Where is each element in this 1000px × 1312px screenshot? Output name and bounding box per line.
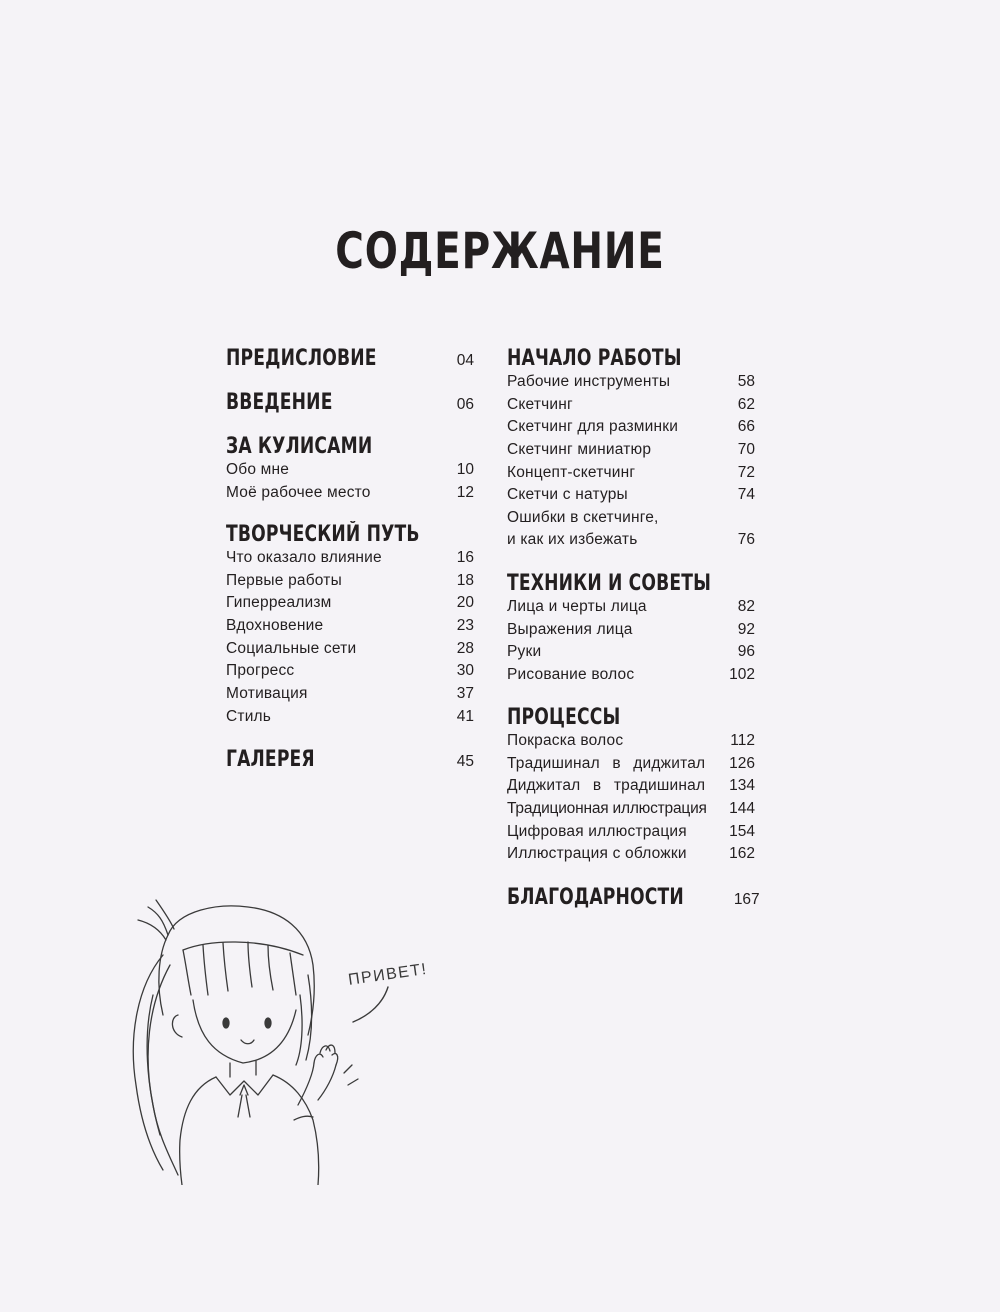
toc-entry[interactable] (226, 459, 474, 482)
entry-label: Ошибки в скетчинге, (507, 508, 659, 526)
toc-section (226, 390, 474, 434)
page-number: 162 (729, 845, 755, 863)
entry-label: Покраска волос (507, 732, 624, 749)
toc-entry[interactable] (226, 683, 474, 706)
entry-label: Обо мне (226, 461, 290, 478)
toc-entry[interactable] (507, 664, 755, 687)
entry-label: Скетчинг для разминки (507, 418, 679, 436)
toc-entry[interactable] (507, 507, 755, 552)
entry-label: Выражения лица (507, 620, 633, 638)
entry-label: Мотивация (226, 685, 308, 703)
toc-left-column (226, 346, 474, 772)
page-number: 72 (737, 463, 755, 481)
entry-label: Скетчинг (507, 395, 573, 413)
toc-section (226, 747, 474, 772)
toc-entry[interactable] (226, 592, 474, 615)
page-number: 58 (737, 373, 755, 390)
page-number: 10 (456, 461, 474, 478)
page-number: 18 (456, 571, 474, 589)
entry-label: Рабочие инструменты (507, 373, 671, 390)
page-number: 76 (737, 531, 755, 549)
page-number: 154 (729, 822, 755, 840)
toc-entry[interactable] (507, 641, 755, 664)
entry-label: Концепт-скетчинг (507, 463, 636, 481)
toc-entry[interactable] (507, 394, 755, 417)
toc-entry[interactable] (507, 730, 755, 753)
toc-section (226, 522, 474, 747)
toc-section (507, 705, 755, 885)
entry-label: Социальные сети (226, 639, 357, 657)
toc-entry[interactable] (226, 615, 474, 638)
toc-entry[interactable] (507, 843, 755, 866)
toc-entry[interactable] (226, 638, 474, 661)
page-number: 112 (730, 732, 755, 749)
section-title[interactable]: ТВОРЧЕСКИЙ ПУТЬ (226, 522, 420, 547)
entry-label: Руки (507, 643, 542, 661)
girl-sketch-illustration (108, 895, 448, 1185)
toc-entry[interactable] (507, 462, 755, 485)
entry-label: Цифровая иллюстрация (507, 822, 687, 840)
entry-label: Лица и черты лица (507, 598, 647, 615)
page-number: 30 (456, 662, 474, 680)
toc-entry[interactable] (226, 482, 474, 505)
entry-label: Диджитал в традишинал (507, 777, 706, 795)
toc-entry[interactable] (507, 596, 755, 619)
entry-label: Вдохновение (226, 617, 324, 635)
page-number: 66 (737, 418, 755, 436)
toc-entry[interactable] (507, 798, 755, 821)
toc-entry[interactable] (226, 706, 474, 729)
toc-section (507, 571, 755, 705)
toc-section (507, 885, 760, 910)
page-number: 74 (737, 486, 755, 504)
entry-label: Традиционная иллюстрация (507, 800, 707, 818)
entry-label: Прогресс (226, 662, 295, 680)
toc-section (226, 346, 474, 390)
section-title[interactable]: ЗА КУЛИСАМИ (226, 434, 373, 459)
toc-entry[interactable] (507, 416, 755, 439)
entry-label: Стиль (226, 707, 272, 725)
toc-entry[interactable] (226, 660, 474, 683)
page-number: 102 (729, 666, 755, 684)
page-number: 41 (456, 707, 474, 725)
page-number: 20 (456, 594, 474, 612)
toc-entry[interactable] (507, 821, 755, 844)
section-title[interactable]: БЛАГОДАРНОСТИ (507, 885, 684, 910)
toc-entry[interactable] (507, 439, 755, 462)
section-title[interactable]: ГАЛЕРЕЯ (226, 747, 315, 772)
toc-entry[interactable] (507, 753, 755, 776)
section-title[interactable]: ВВЕДЕНИЕ (226, 390, 333, 415)
page-number: 70 (737, 441, 755, 459)
entry-label: Первые работы (226, 571, 342, 589)
section-title[interactable]: ПРОЦЕССЫ (507, 705, 621, 730)
speech-tail (353, 987, 388, 1022)
page-number: 134 (729, 777, 755, 795)
page-number: 96 (737, 643, 755, 661)
page-number: 04 (456, 352, 474, 369)
toc-entry[interactable] (507, 371, 755, 394)
page-number: 144 (729, 800, 755, 818)
page-number: 82 (737, 598, 755, 615)
page-number: 62 (737, 395, 755, 413)
toc-section (507, 346, 755, 571)
section-title[interactable]: ТЕХНИКИ И СОВЕТЫ (507, 571, 712, 596)
toc-section (226, 434, 474, 522)
page-number: 45 (456, 753, 474, 770)
toc-entry[interactable] (507, 484, 755, 507)
entry-label: Гиперреализм (226, 594, 332, 612)
page-title: СОДЕРЖАНИЕ (335, 222, 665, 280)
page-number: 167 (733, 891, 760, 908)
page-number: 12 (456, 483, 474, 501)
entry-label: Скетчи с натуры (507, 486, 628, 504)
page-number: 92 (737, 620, 755, 638)
section-title[interactable]: НАЧАЛО РАБОТЫ (507, 346, 682, 371)
entry-label: Скетчинг миниатюр (507, 441, 652, 459)
section-title[interactable]: ПРЕДИСЛОВИЕ (226, 346, 377, 371)
toc-entry[interactable] (507, 775, 755, 798)
toc-entry[interactable] (226, 570, 474, 593)
page-number: 06 (456, 396, 474, 413)
page-number: 16 (456, 549, 474, 566)
page-number: 126 (729, 754, 755, 772)
toc-right-column (507, 346, 760, 910)
entry-label: Иллюстрация с обложки (507, 845, 687, 863)
page-number: 23 (456, 617, 474, 635)
entry-label: Традишинал в диджитал (507, 754, 706, 772)
page-number: 28 (456, 639, 474, 657)
entry-label: Рисование волос (507, 666, 635, 684)
page-number: 37 (456, 685, 474, 703)
entry-label: Что оказало влияние (226, 549, 382, 566)
toc-entry[interactable] (507, 619, 755, 642)
entry-label: Моё рабочее место (226, 483, 371, 501)
entry-label-line2: и как их избежать (507, 531, 638, 549)
speech-text: ПРИВЕТ! (347, 960, 429, 989)
toc-entry[interactable] (226, 547, 474, 570)
